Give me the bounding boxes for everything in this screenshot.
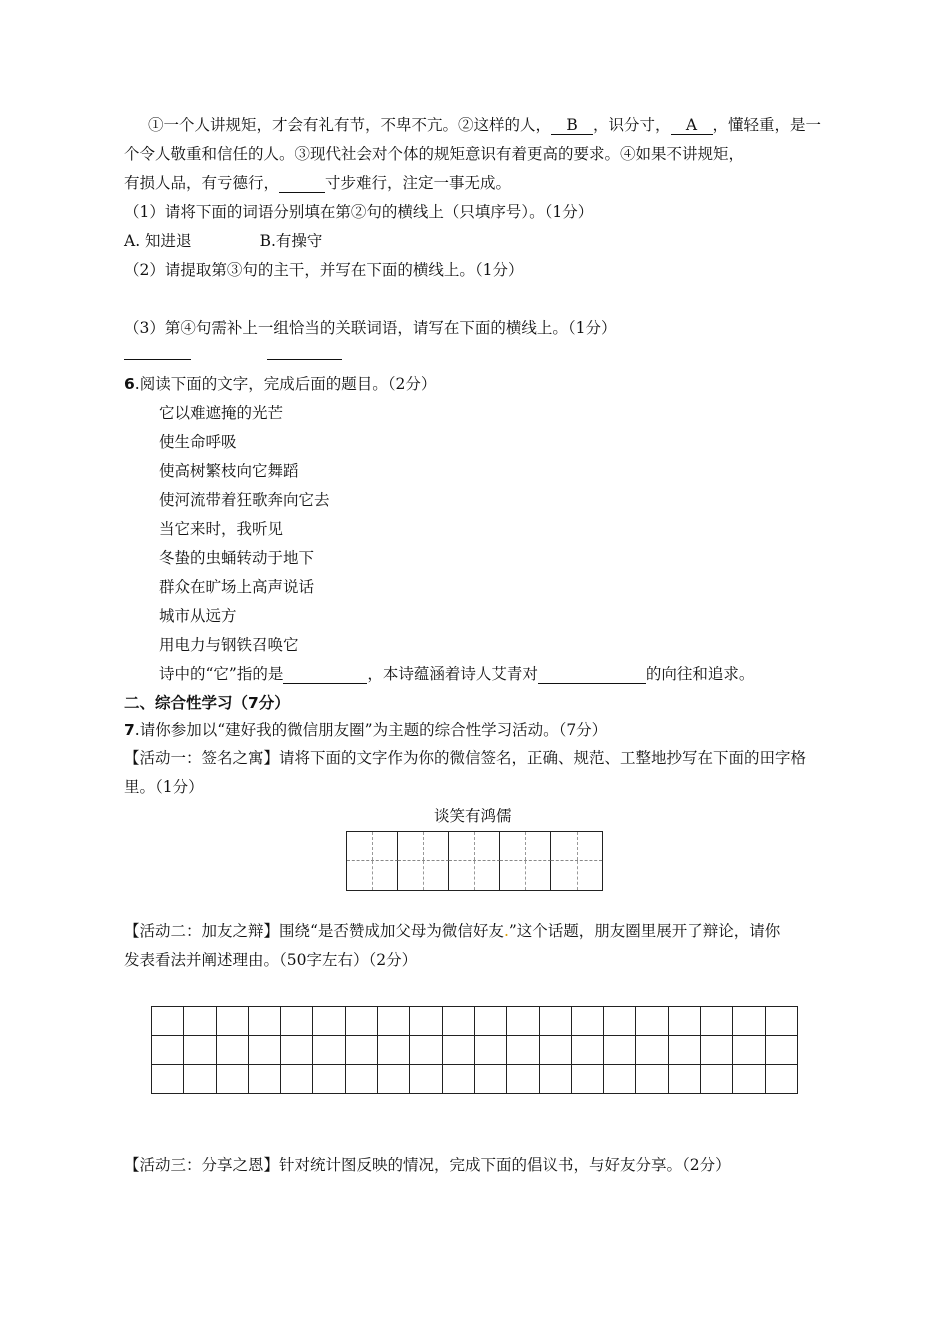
option-b: B.有操守: [259, 232, 323, 250]
q6-question-text: ，本诗蕴涵着诗人艾青对: [367, 665, 538, 683]
intro-text: ，懂轻重，是一: [712, 116, 822, 134]
poem-line: 群众在旷场上高声说话: [159, 578, 315, 596]
grid-cell[interactable]: [636, 1007, 668, 1036]
q6-title: 6.阅读下面的文字，完成后面的题目。（2分）: [124, 375, 437, 393]
q6-question-text: 的向往和追求。: [645, 665, 755, 683]
q6-question-text: 诗中的“它”指的是: [159, 665, 284, 683]
grid-cell[interactable]: [572, 1007, 604, 1036]
intro-line-2: 个令人敬重和信任的人。③现代社会对个体的规矩意识有着更高的要求。④如果不讲规矩，: [124, 145, 745, 163]
blank-answer-b: B: [551, 116, 593, 135]
grid-cell[interactable]: [636, 1036, 668, 1065]
activity1-line-1: 【活动一：签名之寓】请将下面的文字作为你的微信签名，正确、规范、工整地抄写在下面的田字格: [124, 749, 807, 767]
grid-cell[interactable]: [443, 1007, 475, 1036]
grid-cell[interactable]: [733, 1036, 765, 1065]
grid-cell[interactable]: [443, 1065, 475, 1094]
q6-question: [159, 663, 754, 685]
q7-title: 7.请你参加以“建好我的微信朋友圈”为主题的综合性学习活动。（7分）: [124, 721, 608, 739]
blank-conjunction[interactable]: [279, 174, 325, 193]
grid-cell[interactable]: [281, 1007, 313, 1036]
grid-cell[interactable]: [152, 1036, 184, 1065]
poem-line: 当它来时，我听见: [159, 520, 284, 538]
grid-cell[interactable]: [604, 1007, 636, 1036]
blank-it-refers[interactable]: [283, 665, 367, 684]
signature-text: 谈笑有鸿儒: [434, 807, 512, 825]
tianzige-cell[interactable]: [500, 832, 551, 861]
grid-cell[interactable]: [733, 1065, 765, 1094]
grid-cell[interactable]: [217, 1065, 249, 1094]
grid-cell[interactable]: [410, 1036, 442, 1065]
intro-text: ，识分寸，: [593, 116, 671, 134]
activity2-text: 【活动二：加友之辩】围绕“是否赞成加父母为微信好友: [124, 922, 504, 940]
grid-cell[interactable]: [475, 1007, 507, 1036]
grid-cell[interactable]: [346, 1036, 378, 1065]
grid-cell[interactable]: [669, 1065, 701, 1094]
poem-line: 使高树繁枝向它舞蹈: [159, 462, 299, 480]
poem-line: 它以难遮掩的光芒: [159, 404, 284, 422]
grid-cell[interactable]: [152, 1007, 184, 1036]
grid-cell[interactable]: [701, 1065, 733, 1094]
tianzige-cell[interactable]: [398, 861, 449, 890]
grid-cell[interactable]: [184, 1065, 216, 1094]
grid-cell[interactable]: [669, 1036, 701, 1065]
q5-options: [124, 230, 322, 252]
intro-text: ①一个人讲规矩，才会有礼有节，不卑不亢。②这样的人，: [148, 116, 552, 134]
grid-cell[interactable]: [733, 1007, 765, 1036]
grid-cell[interactable]: [475, 1065, 507, 1094]
tianzige-cell[interactable]: [449, 832, 500, 861]
tianzige-cell[interactable]: [551, 832, 602, 861]
q7-text: .请你参加以“建好我的微信朋友圈”为主题的综合性学习活动。（7分）: [134, 721, 608, 739]
grid-cell[interactable]: [443, 1036, 475, 1065]
grid-cell[interactable]: [540, 1007, 572, 1036]
activity2-line-1: [124, 920, 780, 942]
grid-cell[interactable]: [184, 1007, 216, 1036]
poem-line: 城市从远方: [159, 607, 237, 625]
grid-cell[interactable]: [701, 1036, 733, 1065]
grid-cell[interactable]: [766, 1036, 798, 1065]
grid-cell[interactable]: [378, 1065, 410, 1094]
grid-cell[interactable]: [249, 1065, 281, 1094]
tianzige-cell[interactable]: [347, 832, 398, 861]
grid-cell[interactable]: [669, 1007, 701, 1036]
intro-text: 有损人品，有亏德行，: [124, 174, 280, 192]
grid-cell[interactable]: [346, 1007, 378, 1036]
blank-aspiration[interactable]: [538, 665, 646, 684]
grid-cell[interactable]: [346, 1065, 378, 1094]
q5-sub1: （1）请将下面的词语分别填在第②句的横线上（只填序号）。（1分）: [124, 203, 594, 221]
grid-cell[interactable]: [313, 1065, 345, 1094]
grid-cell[interactable]: [604, 1065, 636, 1094]
q5-sub3: （3）第④句需补上一组恰当的关联词语，请写在下面的横线上。（1分）: [124, 319, 617, 337]
activity2-line-2: 发表看法并阐述理由。（50字左右）（2分）: [124, 951, 418, 969]
grid-cell[interactable]: [217, 1007, 249, 1036]
option-a: A. 知进退: [124, 232, 192, 250]
activity2-text: ”这个话题，朋友圈里展开了辩论，请你: [508, 922, 781, 940]
intro-line-3: [124, 172, 511, 194]
intro-line-1: [148, 114, 821, 136]
poem-line: 用电力与钢铁召唤它: [159, 636, 299, 654]
tianzige-cell[interactable]: [449, 861, 500, 890]
q5-sub2: （2）请提取第③句的主干，并写在下面的横线上。（1分）: [124, 261, 524, 279]
grid-cell[interactable]: [636, 1065, 668, 1094]
grid-cell[interactable]: [217, 1036, 249, 1065]
grid-cell[interactable]: [572, 1036, 604, 1065]
tianzige-cell[interactable]: [347, 861, 398, 890]
grid-cell[interactable]: [152, 1065, 184, 1094]
grid-cell[interactable]: [540, 1065, 572, 1094]
tianzige-cell[interactable]: [500, 861, 551, 890]
grid-cell[interactable]: [507, 1036, 539, 1065]
grid-cell[interactable]: [766, 1065, 798, 1094]
answer-line-2[interactable]: [267, 359, 342, 360]
grid-cell[interactable]: [184, 1036, 216, 1065]
intro-text: 寸步难行，注定一事无成。: [325, 174, 512, 192]
grid-cell[interactable]: [249, 1007, 281, 1036]
grid-cell[interactable]: [410, 1007, 442, 1036]
activity1-line-2: 里。（1分）: [124, 778, 204, 796]
poem-line: 冬蛰的虫蛹转动于地下: [159, 549, 315, 567]
answer-grid[interactable]: [151, 1006, 798, 1094]
grid-cell[interactable]: [507, 1065, 539, 1094]
poem-line: 使河流带着狂歌奔向它去: [159, 491, 330, 509]
activity3-line: 【活动三：分享之恩】针对统计图反映的情况，完成下面的倡议书，与好友分享。（2分）: [124, 1156, 731, 1174]
poem-line: 使生命呼吸: [159, 433, 237, 451]
grid-cell[interactable]: [410, 1065, 442, 1094]
grid-cell[interactable]: [475, 1036, 507, 1065]
grid-cell[interactable]: [378, 1007, 410, 1036]
grid-cell[interactable]: [572, 1065, 604, 1094]
grid-cell[interactable]: [507, 1007, 539, 1036]
emphasis-dot: .: [503, 922, 509, 940]
grid-cell[interactable]: [701, 1007, 733, 1036]
grid-cell[interactable]: [249, 1036, 281, 1065]
tianzige-cell[interactable]: [551, 861, 602, 890]
grid-cell[interactable]: [281, 1065, 313, 1094]
grid-cell[interactable]: [378, 1036, 410, 1065]
blank-answer-a: A: [671, 116, 713, 135]
grid-cell[interactable]: [313, 1007, 345, 1036]
section2-heading: 二、综合性学习（7分）: [124, 694, 290, 712]
tianzige-grid[interactable]: [346, 831, 603, 891]
grid-cell[interactable]: [540, 1036, 572, 1065]
answer-line-1[interactable]: [124, 359, 191, 360]
tianzige-cell[interactable]: [398, 832, 449, 861]
grid-cell[interactable]: [766, 1007, 798, 1036]
grid-cell[interactable]: [604, 1036, 636, 1065]
grid-cell[interactable]: [281, 1036, 313, 1065]
q6-title-text: .阅读下面的文字，完成后面的题目。（2分）: [134, 375, 437, 393]
grid-cell[interactable]: [313, 1036, 345, 1065]
